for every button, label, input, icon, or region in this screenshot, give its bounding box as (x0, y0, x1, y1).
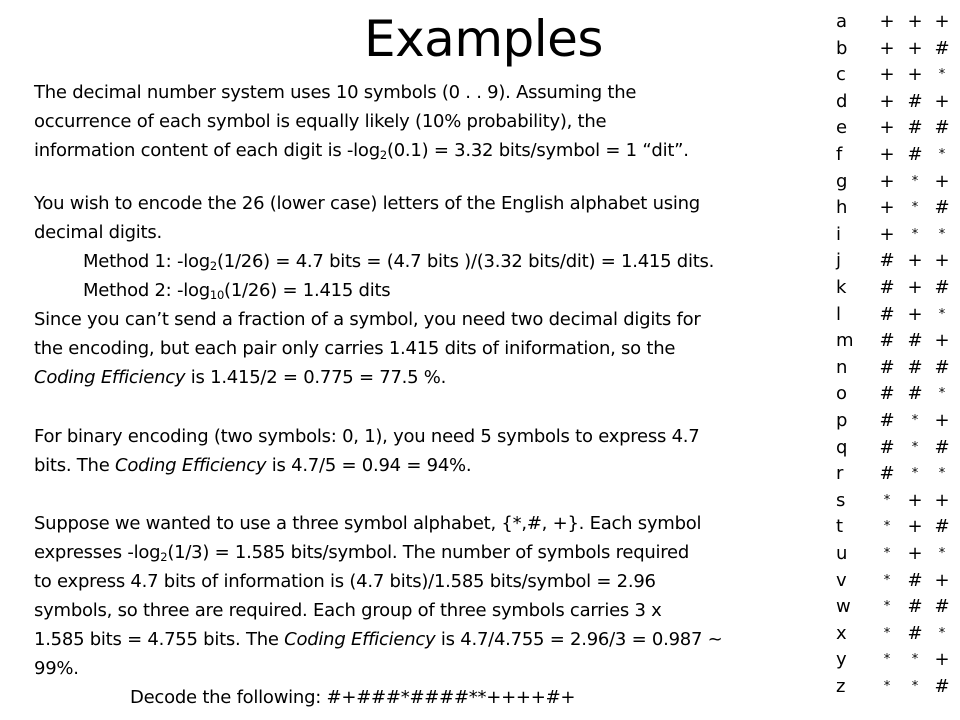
code-symbol: * (911, 679, 919, 694)
code-letter: y (836, 649, 847, 671)
code-symbol: # (934, 516, 950, 538)
code-symbol: * (911, 413, 919, 428)
code-symbol: * (883, 625, 891, 641)
subscript: 2 (160, 550, 168, 564)
decode-prompt: Decode the following: #+###*####**++++#+ (130, 687, 576, 708)
code-symbol: # (934, 117, 950, 139)
code-letter: q (836, 436, 848, 458)
emphasis-term: Coding Efficiency (115, 455, 267, 476)
code-symbol: * (911, 466, 919, 482)
code-symbol: * (938, 466, 946, 482)
code-symbol: * (938, 546, 946, 561)
code-letter: f (836, 144, 843, 165)
text-line: symbols, so three are required. Each group of three symbols carries 3 x (34, 600, 662, 621)
text-segment: Method 1: -log (83, 251, 210, 272)
text-segment: bits. The (34, 455, 116, 476)
code-symbol: # (879, 463, 895, 485)
code-symbol: * (938, 386, 946, 402)
code-symbol: + (934, 489, 950, 511)
subscript: 2 (379, 148, 387, 162)
code-symbol: * (911, 439, 919, 455)
code-letter: g (836, 170, 848, 192)
code-symbol: * (883, 652, 891, 668)
code-symbol: # (907, 383, 923, 405)
code-symbol: + (879, 11, 895, 32)
code-symbol: + (907, 11, 923, 32)
code-symbol: # (879, 277, 895, 298)
code-symbol: + (907, 64, 923, 86)
code-symbol: * (883, 492, 891, 508)
code-symbol: # (879, 330, 895, 352)
code-symbol: * (938, 147, 946, 162)
code-letter: a (836, 11, 848, 32)
text-line (34, 538, 794, 567)
code-symbol: + (879, 37, 895, 59)
text-line (34, 136, 794, 165)
code-symbol: * (938, 67, 946, 83)
code-symbol: + (934, 250, 950, 272)
method-1-line (34, 247, 794, 276)
emphasis-term: Coding Efficiency (34, 367, 186, 388)
code-symbol: # (934, 596, 950, 618)
paragraph-alphabet-encoding (34, 189, 794, 392)
text-line: The decimal number system uses 10 symbols (0 . . 9). Assuming the (34, 82, 637, 103)
text-line (34, 451, 794, 480)
code-letter: d (836, 90, 848, 112)
code-symbol: * (883, 599, 891, 615)
code-symbol: + (907, 277, 923, 298)
code-symbol: * (883, 679, 891, 694)
code-symbol: + (934, 410, 950, 431)
code-symbol: # (934, 197, 950, 219)
code-symbol: + (934, 90, 950, 112)
code-letter: m (836, 330, 854, 352)
code-symbol: + (934, 569, 950, 591)
code-symbol: # (879, 383, 895, 405)
code-symbol: + (934, 11, 950, 32)
text-segment: information content of each digit is -log (34, 140, 380, 161)
subscript: 10 (209, 288, 225, 302)
code-symbol: # (907, 622, 923, 644)
code-letter: p (836, 410, 848, 431)
code-symbol: * (911, 226, 919, 242)
code-symbol: # (879, 436, 895, 458)
code-symbol: # (879, 356, 895, 378)
paragraph-decimal-system (34, 78, 794, 165)
text-line: You wish to encode the 26 (lower case) letters of the English alphabet using (34, 193, 700, 214)
code-letter: j (836, 250, 842, 272)
code-letter: v (836, 569, 847, 591)
text-segment: expresses -log (34, 542, 161, 563)
text-segment: (0.1) = 3.32 bits/symbol = 1 “dit”. (386, 140, 689, 161)
code-letter: e (836, 117, 848, 139)
code-letter: s (836, 489, 846, 511)
code-symbol: + (907, 516, 923, 538)
code-symbol: * (883, 572, 891, 588)
text-segment: (1/3) = 1.585 bits/symbol. The number of symbols required (167, 542, 690, 563)
code-symbol: # (934, 37, 950, 59)
code-symbol: * (883, 519, 891, 535)
code-letter: n (836, 356, 848, 378)
code-letter: k (836, 277, 847, 298)
code-symbol: # (907, 144, 923, 165)
text-segment: is 1.415/2 = 0.775 = 77.5 %. (185, 367, 447, 388)
code-symbol: + (907, 303, 923, 325)
code-symbol: # (879, 303, 895, 325)
page-title: Examples (364, 10, 603, 68)
code-symbol: + (907, 37, 923, 59)
code-symbol: + (934, 170, 950, 192)
code-letter: l (836, 303, 842, 325)
text-line: to express 4.7 bits of information is (4.7 bits)/1.585 bits/symbol = 2.96 (34, 571, 656, 592)
code-letter: w (836, 596, 851, 618)
code-symbol: + (907, 543, 923, 564)
code-letter: z (836, 676, 846, 697)
text-line: decimal digits. (34, 222, 162, 243)
text-segment: is 4.7/4.755 = 2.96/3 = 0.987 ~ (435, 629, 723, 650)
code-symbol: * (911, 173, 919, 189)
code-symbol: # (907, 330, 923, 352)
text-segment: 1.585 bits = 4.755 bits. The (34, 629, 285, 650)
code-symbol: # (907, 356, 923, 378)
code-letter: c (836, 64, 846, 86)
code-symbol: + (879, 64, 895, 86)
code-letter: b (836, 37, 848, 59)
code-symbol: * (938, 306, 946, 322)
code-symbol: + (879, 170, 895, 192)
text-line (34, 625, 794, 654)
paragraph-three-symbol-alphabet (34, 509, 794, 712)
text-segment: is 4.7/5 = 0.94 = 94%. (266, 455, 472, 476)
text-segment: (1/26) = 1.415 dits (224, 280, 391, 301)
code-symbol: * (911, 652, 919, 668)
code-symbol: # (934, 277, 950, 298)
code-symbol: # (907, 117, 923, 139)
code-symbol: + (934, 330, 950, 352)
text-segment: Method 2: -log (83, 280, 210, 301)
code-symbol: # (879, 250, 895, 272)
code-symbol: # (879, 410, 895, 431)
code-symbol: * (938, 226, 946, 242)
subscript: 2 (209, 259, 217, 273)
emphasis-term: Coding Efficiency (284, 629, 436, 650)
code-symbol: # (934, 676, 950, 697)
code-symbol: # (907, 569, 923, 591)
text-line: 99%. (34, 658, 79, 679)
text-line: For binary encoding (two symbols: 0, 1), you need 5 symbols to express 4.7 (34, 426, 700, 447)
code-symbol: * (911, 200, 919, 216)
code-symbol: + (879, 223, 895, 245)
text-line: occurrence of each symbol is equally likely (10% probability), the (34, 111, 607, 132)
text-line (34, 363, 794, 392)
code-letter: o (836, 383, 848, 405)
code-symbol: * (938, 625, 946, 641)
code-letter: t (836, 516, 844, 538)
code-symbol: + (934, 649, 950, 671)
code-symbol: # (934, 356, 950, 378)
code-symbol: # (934, 436, 950, 458)
method-2-line (34, 276, 794, 305)
code-symbol: + (879, 144, 895, 165)
code-symbol: + (907, 489, 923, 511)
code-letter: r (836, 463, 844, 485)
code-symbol: + (879, 197, 895, 219)
code-symbol: # (907, 596, 923, 618)
code-letter: u (836, 543, 848, 564)
code-letter: x (836, 622, 847, 644)
paragraph-binary-encoding (34, 422, 794, 480)
code-symbol: * (883, 546, 891, 561)
text-line: the encoding, but each pair only carries 1.415 dits of iniformation, so the (34, 338, 676, 359)
text-line: Suppose we wanted to use a three symbol alphabet, {*,#, +}. Each symbol (34, 513, 702, 534)
code-symbol: + (879, 117, 895, 139)
code-symbol: + (907, 250, 923, 272)
text-line: Since you can’t send a fraction of a symbol, you need two decimal digits for (34, 309, 701, 330)
text-segment: (1/26) = 4.7 bits = (4.7 bits )/(3.32 bits/dit) = 1.415 dits. (216, 251, 715, 272)
code-symbol: + (879, 90, 895, 112)
code-letter: h (836, 197, 848, 219)
code-letter: i (836, 223, 842, 245)
code-symbol: # (907, 90, 923, 112)
